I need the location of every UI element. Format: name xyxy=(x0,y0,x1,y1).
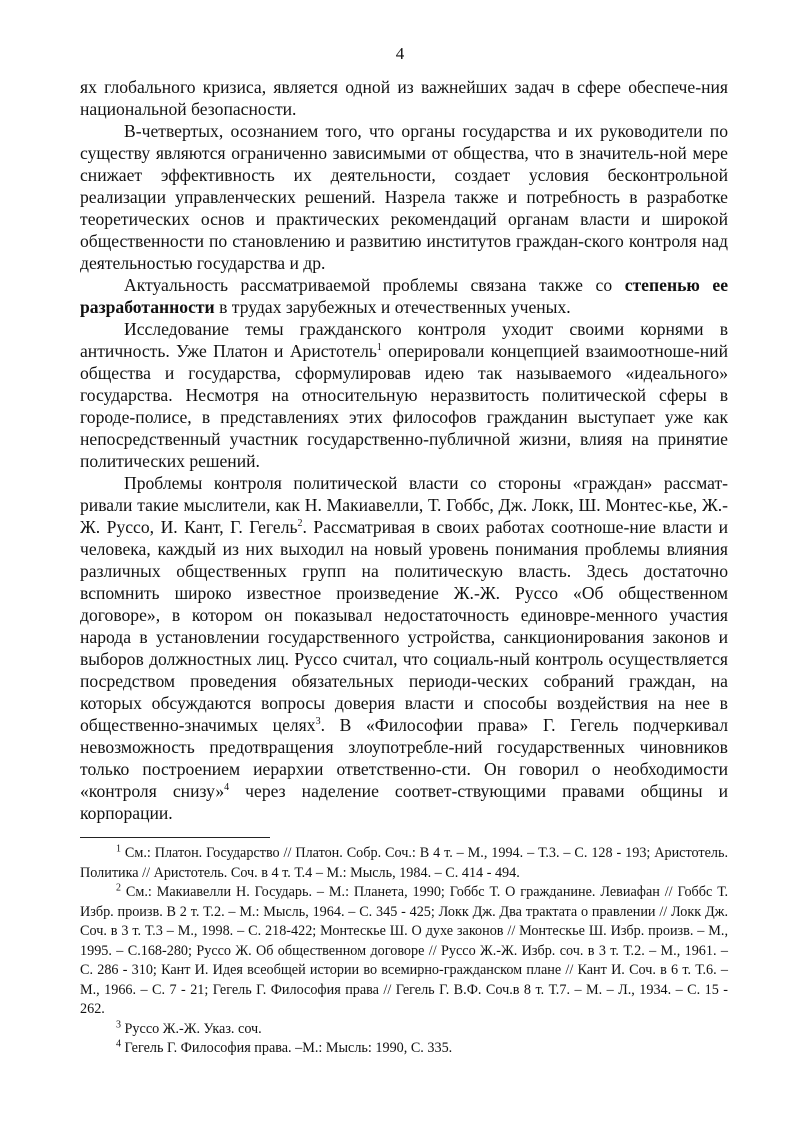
footnotes xyxy=(80,844,728,1059)
body-text xyxy=(80,76,728,824)
paragraph xyxy=(80,274,728,318)
footnote-ref[interactable]: 2 xyxy=(297,518,303,530)
paragraph xyxy=(80,318,728,472)
footnote-text: См.: Макиавелли Н. Государь. – М.: Планета, 1990; Гоббс Т. О гражданине. Левиафан // Гоббс Т. Избр. произв. В 2 т. Т.2. – М.: Мысль, 1964. – С. 345 - 425; Локк Дж. Два трактата о правлении // Локк Дж. Соч. в 3 т. Т.3 – М., 1998. – С. 218-422; Монтескье Ш. О духе законов // Монтескье Ш. Избр. произв. – М., 1995. – С.168-280; Руссо Ж. Об общественном договоре // Руссо Ж.-Ж. Избр. соч. в 3 т. Т.2. – М., 1961. – С. 286 - 310; Кант И. Идея всеобщей истории во всемирно-гражданском плане // Кант И. Соч. в 6 т. Т.6. – М., 1966. – С. 7 - 21; Гегель Г. Философия права // Гегель Г. В.Ф. Соч.в 8 т. Т.7. – М. – Л., 1934. – С. 15 - 262. xyxy=(80,884,728,1017)
footnote-ref[interactable]: 4 xyxy=(224,782,230,794)
text-span: через наделение соответ-ствующими правами общины и корпорации. xyxy=(80,781,729,823)
text-span: оперировали концепцией взаимоотноше-ний общества и государства, сформулировав идею так называемого «идеального» государства. Несмотря на относительную неразвитость политической сферы в городе-полисе, в представлениях этих философов гражданин выступает уже как непосредственный участник государственно-публичной жизни, влияя на принятие политических решений. xyxy=(80,341,728,471)
footnote-text: См.: Платон. Государство // Платон. Собр. Соч.: В 4 т. – М., 1994. – Т.3. – С. 128 - 193; Аристотель. Политика // Аристотель. Соч. в 4 т. Т.4 – М.: Мысль, 1984. – С. 414 - 494. xyxy=(80,845,728,881)
footnote-ref[interactable]: 3 xyxy=(315,716,321,728)
footnote-number: 1 xyxy=(116,843,121,855)
text-span: Исследование темы гражданского контроля уходит своими корнями в античность. Уже Платон и Аристотель xyxy=(80,319,728,361)
footnote-separator xyxy=(80,837,270,838)
text-span: в трудах зарубежных и отечественных ученых. xyxy=(214,297,571,317)
paragraph xyxy=(80,120,728,274)
footnote-text: Гегель Г. Философия права. –М.: Мысль: 1990, С. 335. xyxy=(121,1040,453,1056)
footnote-text: Руссо Ж.-Ж. Указ. соч. xyxy=(121,1020,262,1037)
text-span: ях глобального кризиса, является одной из важнейших задач в сфере обеспече-ния национальной безопасности. xyxy=(80,77,728,119)
paragraph xyxy=(80,472,728,824)
footnote xyxy=(80,883,728,1020)
page-number: 4 xyxy=(395,44,405,63)
footnote-number: 4 xyxy=(116,1038,121,1050)
text-span: Актуальность рассматриваемой проблемы связана также со xyxy=(124,275,625,295)
footnote-number: 3 xyxy=(116,1018,121,1030)
bold-term: степенью ее разработанности xyxy=(80,275,729,317)
footnote-number: 2 xyxy=(116,882,121,894)
paragraph xyxy=(80,76,728,120)
text-span: В-четвертых, осознанием того, что органы государства и их руководители по существу являются ограниченно зависимыми от общества, что в значитель-ной мере снижает эффективность их деятельности, создает условия бесконтрольной реализации управленческих решений. Назрела также и потребность в разработке теоретических основ и практических рекомендаций органам власти и широкой общественности по становлению и развитию институтов граждан-ского контроля над деятельностью государства и др. xyxy=(80,121,728,273)
footnote xyxy=(80,1020,728,1040)
footnote-ref[interactable]: 1 xyxy=(376,342,382,354)
text-span: Проблемы контроля политической власти со стороны «граждан» рассмат-ривали такие мыслители, как Н. Макиавелли, Т. Гоббс, Дж. Локк, Ш. Монтес-кье, Ж.-Ж. Руссо, И. Кант, Г. Гегель xyxy=(80,473,728,537)
text-span: . Рассматривая в своих работах соотноше-ние власти и человека, каждый из них выходил на новый уровень понимания проблемы влияния различных общественных групп на политическую власть. Здесь достаточно вспомнить широко известное произведение Ж.-Ж. Руссо «Об общественном договоре», в котором он показывал недостаточность единовре-менного участия народа в установлении государственного устройства, санкционирования законов и выборов должностных лиц. Руссо считал, что социаль-ный контроль осуществляется посредством проведения обязательных периоди-ческих собраний граждан, на которых обсуждаются вопросы доверия власти и способы воздействия на нее в общественно-значимых целях xyxy=(80,517,728,735)
footnote xyxy=(80,1039,728,1059)
footnote xyxy=(80,844,728,883)
text-span: . В «Философии права» Г. Гегель подчеркивал невозможность предотвращения злоупотребле-ний государственных чиновников только построением иерархии ответственно-сти. Он говорил о необходимости «контроля снизу» xyxy=(80,715,728,801)
